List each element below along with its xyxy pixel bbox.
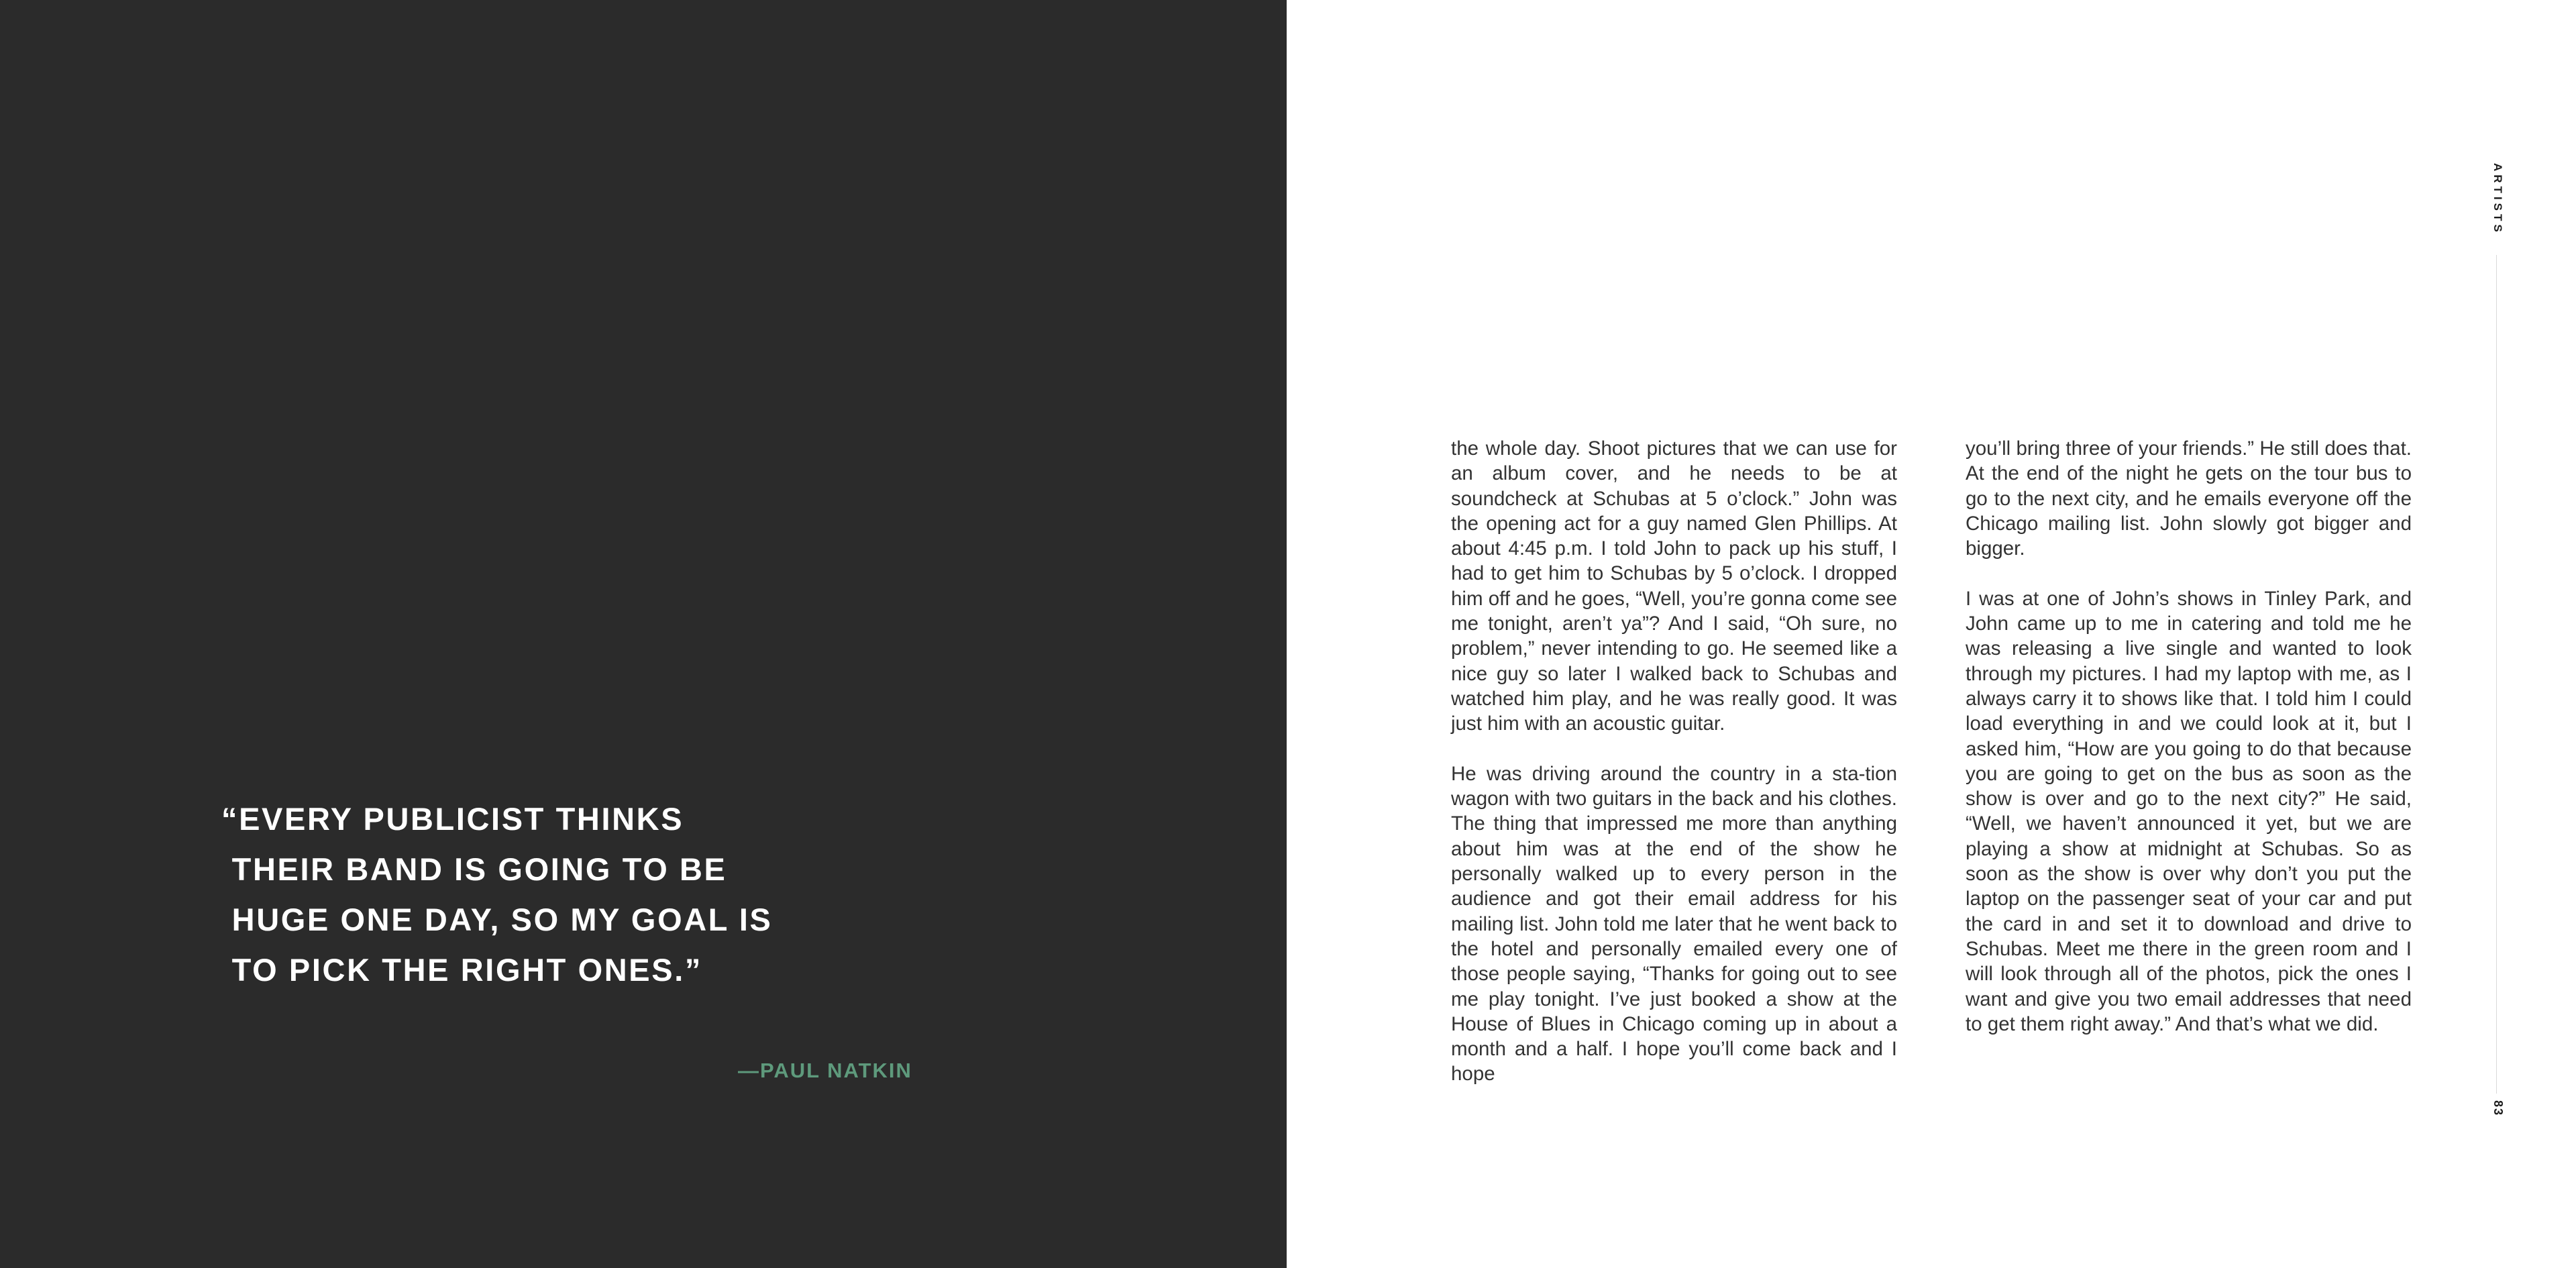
page-number: 83: [2491, 1100, 2505, 1117]
text-column-right: [1966, 436, 2412, 1061]
paragraph: the whole day. Shoot pictures that we can use for an album cover, and he needs to be at soundcheck at Schubas at 5 o’clock.” John was the opening act for a guy named Glen Phillips. At about 4:45 p.m. I told John to pack up his stuff, I had to get him to Schubas by 5 o’clock. I dropped him off and he goes, “Well, you’re gonna come see me tonight, aren’t ya”? And I said, “Oh sure, no problem,” never intending to go. He seemed like a nice guy so later I walked back to Schubas and watched him play, and he was really good. It was just him with an acoustic guitar.: [1451, 437, 1897, 735]
quote-line-3: HUGE ONE DAY, SO MY GOAL IS: [221, 902, 773, 937]
quote-line-4: TO PICK THE RIGHT ONES.”: [221, 952, 702, 988]
text-column-left: [1451, 436, 1897, 1112]
running-section-label: ARTISTS: [2491, 163, 2504, 235]
paragraph: you’ll bring three of your friends.” He still does that. At the end of the night he gets on the tour bus to go to the next city, and he emails everyone off the Chicago mailing list. John slowly got bigger and bigger.: [1966, 437, 2412, 560]
quote-line-1: “EVERY PUBLICIST THINKS: [221, 801, 684, 837]
quote-line-2: THEIR BAND IS GOING TO BE: [221, 851, 727, 887]
quote-attribution: —PAUL NATKIN: [738, 1059, 912, 1082]
paragraph: He was driving around the country in a sta-tion wagon with two guitars in the back and his clothes. The thing that impressed me more than anything about him was at the end of the show he personally walked up to every person in the audience and got their email address for his mailing list. John told me later that he went back to the hotel and personally emailed every one of those people saying, “Thanks for going out to see me play tonight. I’ve just booked a show at the House of Blues in Chicago coming up in about a month and a half. I hope you’ll come back and I hope: [1451, 762, 1897, 1086]
left-page: [0, 0, 1287, 1268]
margin-divider: [2496, 255, 2497, 1094]
pull-quote: [221, 794, 773, 995]
right-page: [1287, 0, 2576, 1268]
paragraph: I was at one of John’s shows in Tinley Park, and John came up to me in catering and told me he was releasing a live single and wanted to look through my pictures. I had my laptop with me, as I always carry it to shows like that. I told him I could load everything in and we could look at it, but I asked him, “How are you going to do that because you are going to get on the bus as soon as the show is over and go to the next city?” He said, “Well, we haven’t announced it yet, but we are playing a show at midnight at Schubas. So as soon as the show is over why don’t you put the laptop on the passenger seat of your car and put the card in and set it to download and drive to Schubas. Meet me there in the green room and I will look through all of the photos, pick the ones I want and give you two email addresses that need to get them right away.” And that’s what we did.: [1966, 587, 2412, 1035]
